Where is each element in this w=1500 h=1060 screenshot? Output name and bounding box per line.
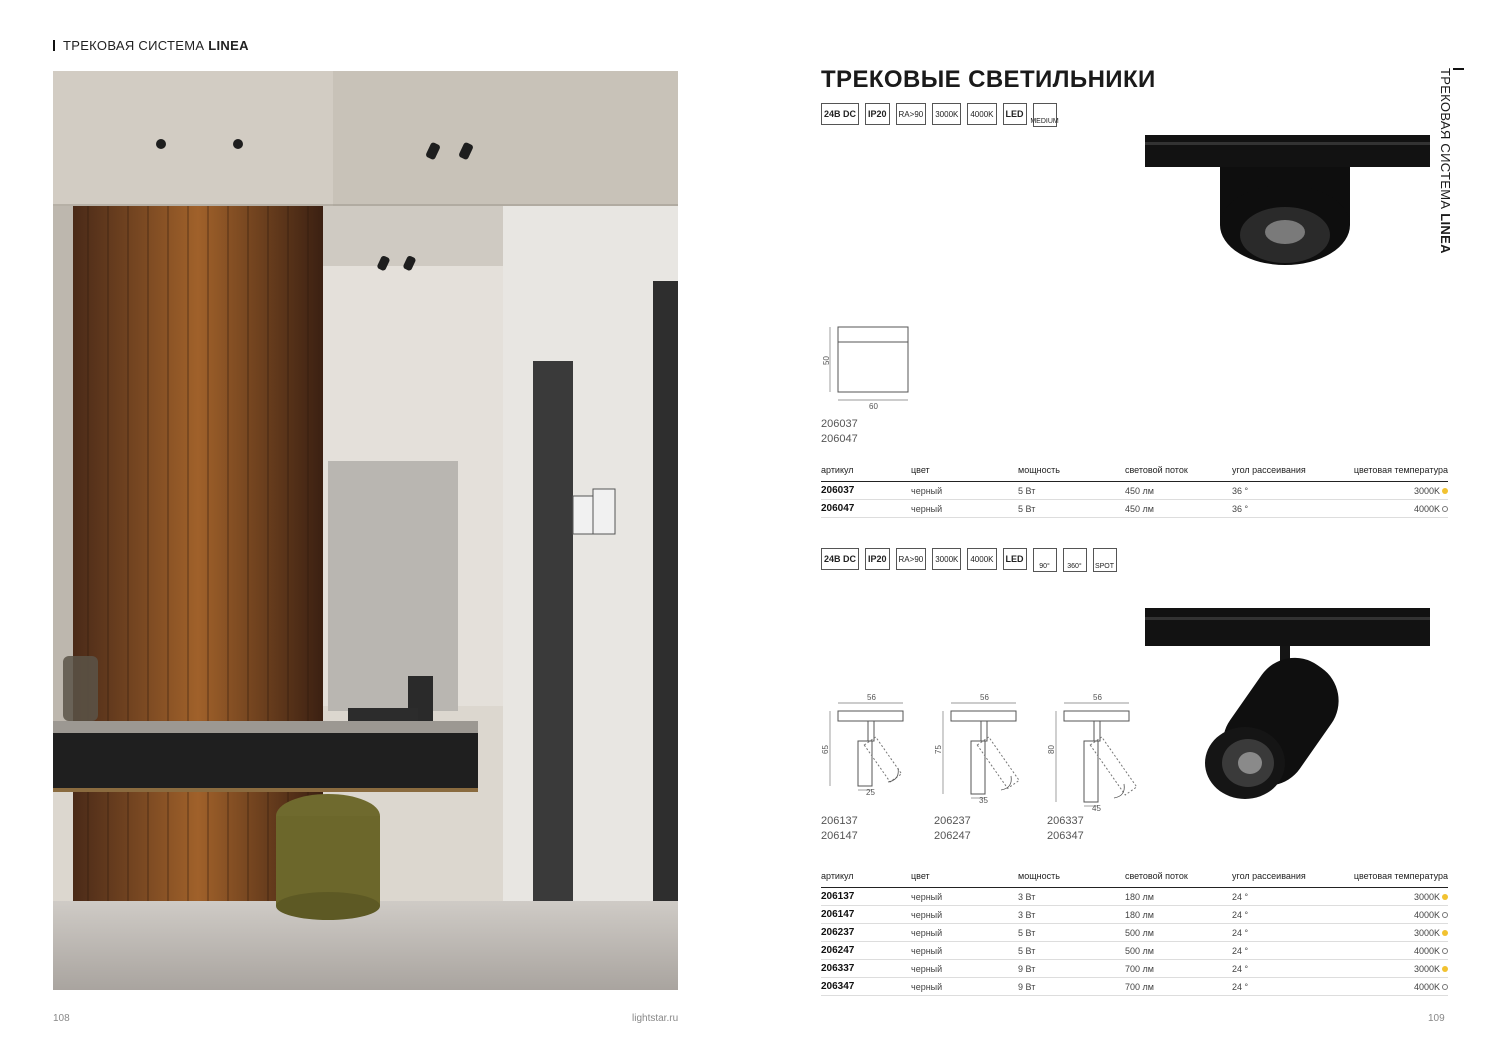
dim-height: 75 — [933, 745, 943, 754]
cell-flux: 700 лм — [1125, 960, 1232, 978]
cell-color: черный — [911, 888, 1018, 906]
dim-height-1: 50 — [821, 356, 831, 365]
warm-light-icon — [1442, 966, 1448, 972]
spec-badge: RA>90 — [896, 548, 927, 570]
spec-badge: RA>90 — [896, 103, 927, 125]
spec-table-1 — [821, 463, 1448, 518]
spec-badge: IP20 — [865, 103, 890, 125]
col-flux: световой поток — [1125, 869, 1232, 888]
codes-group — [934, 814, 971, 844]
dim-height: 80 — [1046, 745, 1056, 754]
spec-badge: 3000K — [932, 103, 961, 125]
spot-luminaire-icon — [1140, 603, 1435, 803]
cell-temp — [1339, 942, 1448, 960]
spec-badges-2 — [821, 548, 1117, 572]
cell-angle: 24 ° — [1232, 960, 1339, 978]
code-line: 206247 — [934, 830, 971, 842]
dimension-drawing — [818, 693, 928, 848]
page-number-left: 108 — [53, 1013, 70, 1024]
cell-article: 206237 — [821, 924, 911, 942]
cell-angle: 24 ° — [1232, 978, 1339, 996]
table-header-row — [821, 463, 1448, 482]
left-section-header: ТРЕКОВАЯ СИСТЕМА LINEA — [53, 38, 249, 53]
cell-temp — [1339, 978, 1448, 996]
dim-arm: 35 — [979, 796, 988, 805]
spec-badge: 4000K — [967, 548, 996, 570]
spec-badge: 24В DC — [821, 548, 859, 570]
col-power: мощность — [1018, 869, 1125, 888]
cell-angle: 24 ° — [1232, 942, 1339, 960]
neutral-light-icon — [1442, 506, 1448, 512]
col-power: мощность — [1018, 463, 1125, 482]
dim-width-1: 60 — [869, 402, 878, 411]
interior-photo — [53, 71, 678, 990]
cell-power: 5 Вт — [1018, 500, 1125, 518]
dimension-drawings-2 — [818, 693, 1158, 848]
header-bar — [53, 40, 55, 51]
table-row — [821, 888, 1448, 906]
cell-article: 206047 — [821, 500, 911, 518]
codes-group-1 — [821, 417, 858, 447]
cell-power: 9 Вт — [1018, 960, 1125, 978]
cell-flux: 450 лм — [1125, 500, 1232, 518]
cell-angle: 36 ° — [1232, 500, 1339, 518]
spec-badge: 24В DC — [821, 103, 859, 125]
cell-temp — [1339, 500, 1448, 518]
dimension-drawing-1 — [818, 322, 918, 417]
neutral-light-icon — [1442, 984, 1448, 990]
rotate-icon: 360° — [1063, 548, 1087, 572]
col-angle: угол рассеивания — [1232, 463, 1339, 482]
cell-flux: 700 лм — [1125, 978, 1232, 996]
cell-article: 206147 — [821, 906, 911, 924]
tilt-icon: 90° — [1033, 548, 1057, 572]
dim-width: 56 — [980, 693, 989, 702]
spec-table-2 — [821, 869, 1448, 996]
warm-light-icon — [1442, 894, 1448, 900]
code-line: 206147 — [821, 830, 858, 842]
col-article: артикул — [821, 463, 911, 482]
code-line: 206137 — [821, 815, 858, 827]
col-flux: световой поток — [1125, 463, 1232, 482]
cell-temp — [1339, 960, 1448, 978]
table-row — [821, 978, 1448, 996]
cell-power: 5 Вт — [1018, 482, 1125, 500]
drawing-spot-icon — [931, 693, 1041, 808]
cell-angle: 24 ° — [1232, 924, 1339, 942]
cell-power: 3 Вт — [1018, 888, 1125, 906]
code-line: 206037 — [821, 418, 858, 430]
header-bar — [1453, 68, 1464, 70]
temp-value: 3000K — [1413, 891, 1440, 902]
cell-flux: 500 лм — [1125, 924, 1232, 942]
temp-value: 3000K — [1413, 963, 1440, 974]
cell-article: 206137 — [821, 888, 911, 906]
cell-flux: 180 лм — [1125, 888, 1232, 906]
col-temp: цветовая температура — [1339, 869, 1448, 888]
dim-width: 56 — [867, 693, 876, 702]
product-image-surface — [1140, 130, 1435, 275]
table-header-row — [821, 869, 1448, 888]
page-number-right: 109 — [1428, 1013, 1445, 1024]
dim-width: 56 — [1093, 693, 1102, 702]
neutral-light-icon — [1442, 912, 1448, 918]
warm-light-icon — [1442, 488, 1448, 494]
beam-angle-icon: SPOT — [1093, 548, 1117, 572]
beam-angle-icon: MEDIUM — [1033, 103, 1057, 127]
spec-badges-1 — [821, 103, 1057, 127]
temp-value: 4000K — [1413, 945, 1440, 956]
code-line: 206047 — [821, 433, 858, 445]
dim-height: 65 — [820, 745, 830, 754]
table-row — [821, 924, 1448, 942]
cell-power: 9 Вт — [1018, 978, 1125, 996]
spec-badge: 4000K — [967, 103, 996, 125]
spec-badge: 3000K — [932, 548, 961, 570]
surface-luminaire-icon — [1140, 130, 1435, 275]
site-link[interactable]: lightstar.ru — [632, 1013, 679, 1024]
product-image-spot — [1140, 603, 1435, 803]
cell-temp — [1339, 482, 1448, 500]
cell-temp — [1339, 906, 1448, 924]
cell-temp — [1339, 924, 1448, 942]
warm-light-icon — [1442, 930, 1448, 936]
cell-color: черный — [911, 906, 1018, 924]
dimension-drawing — [1044, 693, 1154, 848]
drawing-spot-icon — [1044, 693, 1154, 808]
page-title: ТРЕКОВЫЕ СВЕТИЛЬНИКИ — [821, 66, 1156, 93]
table-row — [821, 942, 1448, 960]
codes-group — [821, 814, 858, 844]
cell-article: 206037 — [821, 482, 911, 500]
table-row — [821, 482, 1448, 500]
spec-badge: LED — [1003, 548, 1027, 570]
cell-power: 5 Вт — [1018, 924, 1125, 942]
cell-article: 206337 — [821, 960, 911, 978]
cell-flux: 450 лм — [1125, 482, 1232, 500]
dimension-drawing — [931, 693, 1041, 848]
col-angle: угол рассеивания — [1232, 869, 1339, 888]
dim-arm: 25 — [866, 788, 875, 797]
col-color: цвет — [911, 869, 1018, 888]
right-section-header: ТРЕКОВАЯ СИСТЕМА LINEA — [1438, 68, 1456, 268]
cell-color: черный — [911, 500, 1018, 518]
cell-angle: 36 ° — [1232, 482, 1339, 500]
temp-value: 4000K — [1413, 503, 1440, 514]
cell-power: 5 Вт — [1018, 942, 1125, 960]
neutral-light-icon — [1442, 948, 1448, 954]
table-row — [821, 500, 1448, 518]
cell-angle: 24 ° — [1232, 906, 1339, 924]
col-article: артикул — [821, 869, 911, 888]
table-row — [821, 960, 1448, 978]
drawing-surface-icon — [818, 322, 918, 417]
temp-value: 4000K — [1413, 981, 1440, 992]
spec-badge: IP20 — [865, 548, 890, 570]
col-color: цвет — [911, 463, 1018, 482]
dim-arm: 45 — [1092, 804, 1101, 813]
code-line: 206347 — [1047, 830, 1084, 842]
cell-color: черный — [911, 960, 1018, 978]
cell-color: черный — [911, 924, 1018, 942]
cell-power: 3 Вт — [1018, 906, 1125, 924]
table-row — [821, 906, 1448, 924]
cell-angle: 24 ° — [1232, 888, 1339, 906]
col-temp: цветовая температура — [1339, 463, 1448, 482]
cell-flux: 180 лм — [1125, 906, 1232, 924]
cell-article: 206347 — [821, 978, 911, 996]
codes-group — [1047, 814, 1084, 844]
temp-value: 3000K — [1413, 485, 1440, 496]
interior-illustration — [53, 71, 678, 990]
cell-temp — [1339, 888, 1448, 906]
cell-article: 206247 — [821, 942, 911, 960]
temp-value: 3000K — [1413, 927, 1440, 938]
code-line: 206237 — [934, 815, 971, 827]
temp-value: 4000K — [1413, 909, 1440, 920]
cell-flux: 500 лм — [1125, 942, 1232, 960]
cell-color: черный — [911, 942, 1018, 960]
cell-color: черный — [911, 482, 1018, 500]
spec-badge: LED — [1003, 103, 1027, 125]
cell-color: черный — [911, 978, 1018, 996]
code-line: 206337 — [1047, 815, 1084, 827]
